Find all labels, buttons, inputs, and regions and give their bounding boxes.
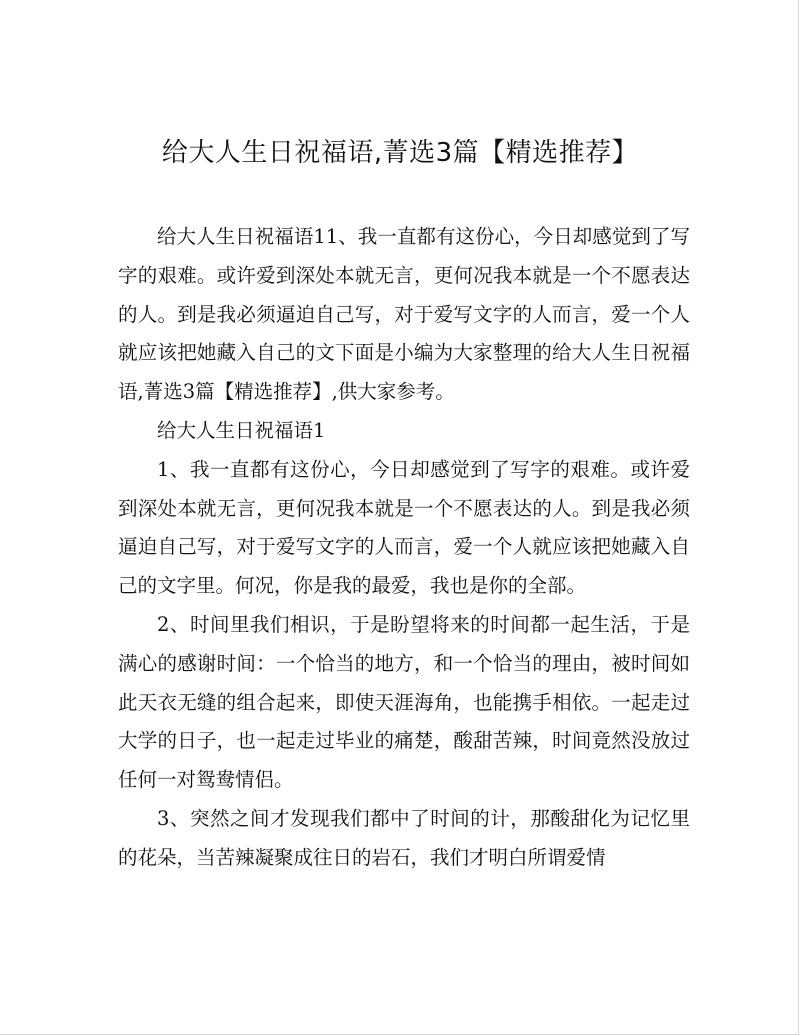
section-heading: 给大人生日祝福语1 (157, 418, 326, 442)
intro-paragraph: 给大人生日祝福语11、我一直都有这份心，今日却感觉到了写字的艰难。或许爱到深处本就无言，更何况我本就是一个不愿表达的人。到是我必须逼迫自己写，对于爱写文字的人而言，爱一个人就应该把她藏入自己的文下面是小编为大家整理的给大人生日祝福语,菁选3篇【精选推荐】,供大家参考。 (118, 225, 690, 404)
document-title: 给大人生日祝福语,菁选3篇【精选推荐】 (161, 138, 639, 168)
blessing-paragraph-2: 2、时间里我们相识，于是盼望将来的时间都一起生活，于是满心的感谢时间：一个恰当的地方，和一个恰当的理由，被时间如此天衣无缝的组合起来，即使天涯海角，也能携手相依。一起走过大学的日子，也一起走过毕业的痛楚，酸甜苦辣，时间竟然没放过任何一对鸳鸯情侣。 (118, 612, 690, 792)
blessing-paragraph-1: 1、我一直都有这份心，今日却感觉到了写字的艰难。或许爱到深处本就无言，更何况我本就是一个不愿表达的人。到是我必须逼迫自己写，对于爱写文字的人而言，爱一个人就应该把她藏入自己的文字里。何况，你是我的最爱，我也是你的全部。 (118, 457, 690, 598)
blessing-paragraph-3: 3、突然之间才发现我们都中了时间的计，那酸甜化为记忆里的花朵，当苦辣凝聚成往日的岩石，我们才明白所谓爱情 (118, 806, 690, 869)
document-body (118, 218, 690, 878)
